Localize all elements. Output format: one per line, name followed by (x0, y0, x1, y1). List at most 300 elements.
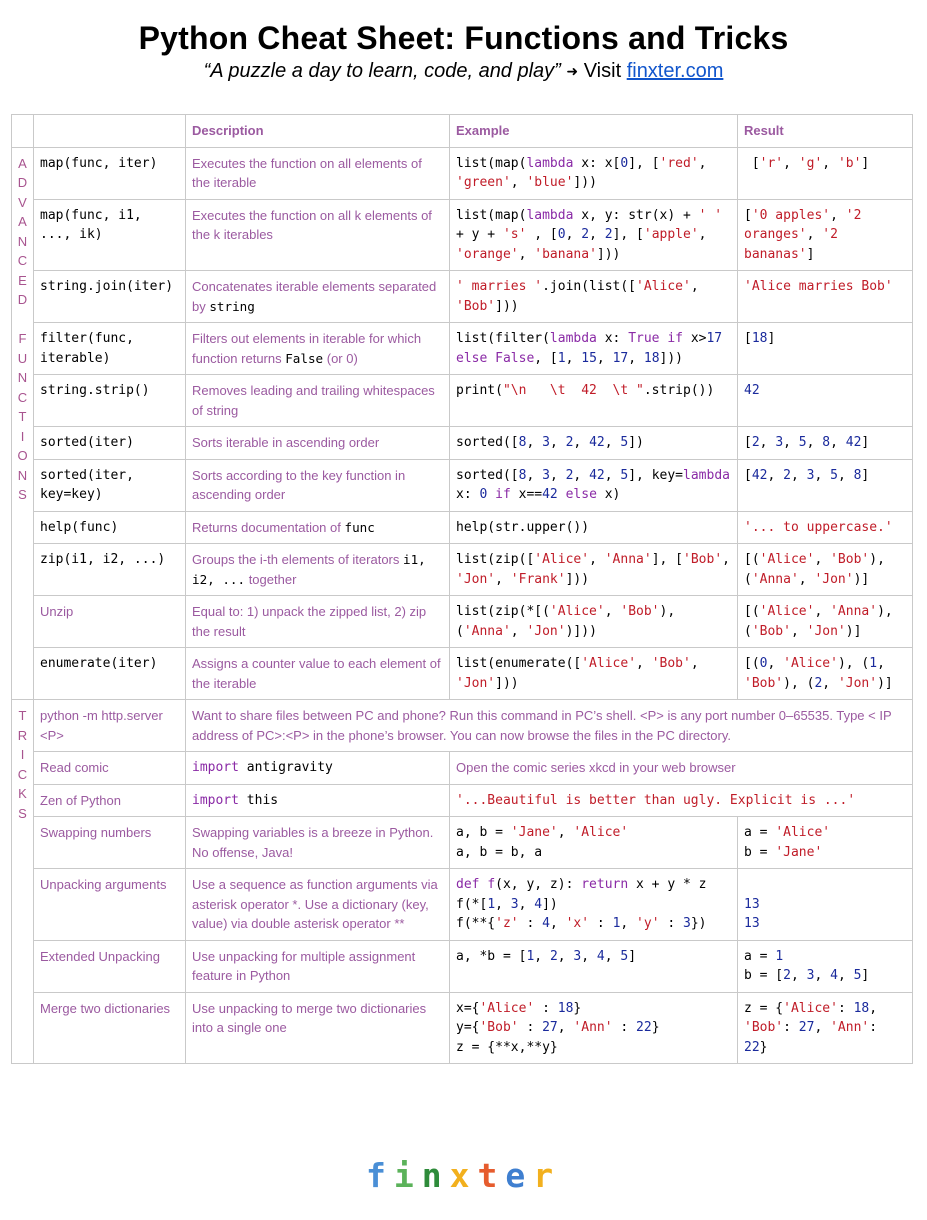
section-letter: D (17, 292, 28, 307)
code-token: lambda (549, 331, 597, 346)
code-token: x== (510, 487, 543, 502)
code-token: , (589, 227, 605, 242)
code-token: , (604, 467, 621, 483)
code-token: ])) (495, 298, 519, 314)
code-token: list(zip(*[( (456, 604, 550, 619)
code-example (450, 544, 738, 596)
table-row (12, 784, 913, 817)
code-token: ])) (659, 350, 684, 366)
section-letter: U (17, 350, 28, 366)
code-token: 'blue' (526, 175, 574, 190)
code-example (450, 459, 738, 511)
code-token: 42 (744, 383, 760, 398)
code-result (738, 459, 913, 511)
code-token: "\n \t 42 \t " (502, 383, 644, 398)
code-token: [ (744, 435, 752, 450)
code-token: 'Bob' (479, 1020, 519, 1035)
code-token: ], [ (651, 552, 684, 567)
code-token: 'Alice' (479, 1000, 535, 1016)
code-token: ])) (573, 175, 597, 190)
code-token: : (869, 1020, 885, 1035)
section-letter: I (20, 428, 25, 444)
code-token: , (869, 1000, 878, 1016)
code-token: , (620, 916, 637, 931)
code-token: 'Alice' (581, 656, 637, 671)
code-token: 42 (589, 435, 605, 450)
code-token: 'Bob' (456, 298, 496, 314)
code-token: 22 (636, 1020, 652, 1035)
code-token: ])) (565, 571, 590, 587)
table-row (12, 817, 913, 869)
code-token: 'Jon' (814, 571, 854, 587)
code-token: 'Jon' (806, 623, 846, 639)
logo-letter: x (449, 1156, 478, 1195)
section-letter: A (18, 214, 27, 229)
code-token: , (518, 896, 535, 912)
code-example (450, 817, 738, 869)
code-token: print( (456, 383, 503, 398)
function-name: map(func, iter) (34, 147, 186, 199)
code-token: a, b = (456, 825, 511, 840)
code-token: else (456, 350, 488, 366)
code-token: , (790, 968, 807, 983)
code-token: 'Anna' (463, 623, 511, 639)
code-token: 3 (683, 916, 691, 931)
code-token: 2 (581, 227, 590, 242)
code-token: 'Jon' (526, 623, 566, 639)
code-token: , (557, 1020, 574, 1035)
code-token: 8 (822, 435, 831, 450)
code-token: list(enumerate([ (456, 656, 582, 671)
code-token: : (612, 1020, 637, 1035)
logo-letter: e (505, 1156, 534, 1195)
code-token: , (698, 227, 715, 242)
code-token: 2 (549, 948, 558, 964)
trick-name: Unpacking arguments (34, 869, 186, 941)
trick-description: Want to share files between PC and phone? Run this command in PC’s shell. <P> is any port number 0–65535. Type < IP address of PC>:<P> in the phone’s browser. You can now browse the files in the PC directory. (186, 700, 913, 752)
code-token: '2 bananas' (744, 227, 846, 262)
code-token: 1 (775, 948, 784, 964)
finxter-link[interactable]: finxter.com (626, 60, 724, 82)
code-example (450, 147, 738, 199)
code-token: 18 (853, 1000, 870, 1016)
code-token: 4 (542, 916, 550, 931)
code-token: False (495, 350, 535, 366)
code-token: 18 (751, 331, 768, 346)
code-token: 'Bob' (744, 675, 784, 691)
logo-letter: t (477, 1156, 506, 1195)
code-token: list(map( (456, 207, 527, 223)
code-token: ] (861, 155, 870, 171)
code-token: [( (744, 604, 760, 619)
code-token: 3 (775, 435, 784, 450)
code-token: 'red' (659, 155, 699, 171)
code-example (450, 648, 738, 700)
code-token: this (238, 792, 279, 808)
code-token: a, *b = [ (456, 948, 527, 964)
code-token: return (581, 877, 629, 892)
code-token: 'Bob' (751, 623, 791, 639)
code-token (487, 487, 495, 502)
code-token: [ (744, 155, 760, 171)
code-token: ), ( (837, 656, 870, 671)
section-label-advanced-functions (12, 147, 34, 700)
code-token: , (783, 155, 799, 171)
code-token: , (628, 350, 644, 366)
table-row (12, 648, 913, 700)
trick-description: Use unpacking for multiple assignment feature in Python (186, 940, 450, 992)
function-description: Groups the i-th elements of iterators i1, i2, ... together (186, 544, 450, 596)
code-token: , [ (526, 227, 558, 242)
code-token: 'g' (798, 155, 823, 171)
code-token: , (814, 467, 831, 483)
code-token: , (604, 435, 621, 450)
code-token: + y + (456, 207, 730, 242)
code-result (738, 869, 913, 941)
logo-letter: f (365, 1156, 394, 1195)
code-example (450, 511, 738, 544)
code-token: import (192, 760, 239, 775)
code-token: , (814, 1020, 831, 1035)
code-token: , (814, 968, 831, 983)
code-token: 'z' (495, 916, 519, 931)
code-token: 15 (581, 350, 597, 366)
section-letter: A (18, 155, 27, 171)
arrow-icon: ➜ (566, 63, 579, 79)
code-token: 'Frank' (510, 571, 566, 587)
code-token: 1 (487, 896, 496, 912)
code-token: ] (861, 467, 870, 483)
function-name: sorted(iter) (34, 427, 186, 460)
code-token: ' ' (698, 207, 723, 223)
code-token: x={ (456, 1000, 480, 1016)
code-token: : (589, 916, 613, 931)
table-row (12, 700, 913, 752)
code-token: lambda (526, 207, 574, 223)
code-token: 3 (573, 948, 582, 964)
code-token: a = (744, 948, 776, 964)
code-token: 27 (798, 1020, 815, 1035)
code-token: x) (596, 487, 621, 502)
code-token: : (534, 1000, 558, 1016)
code-token: 42 (751, 467, 768, 483)
code-token: 0 (479, 487, 488, 502)
code-token: 2 (814, 675, 823, 691)
code-result (738, 199, 913, 271)
code-token: ] (767, 331, 776, 346)
code-token: ]) f(**{ (456, 896, 558, 931)
function-name: Unzip (34, 596, 186, 648)
code-token: } z = {**x,**y} (456, 1020, 660, 1055)
cheat-sheet-table (11, 114, 913, 1064)
code-token: 'Ann' (830, 1020, 870, 1035)
table-row (12, 511, 913, 544)
code-token: ), ( (783, 675, 815, 691)
code-token: 3 (806, 467, 815, 483)
code-token: ]) (628, 435, 644, 450)
code-result (738, 940, 913, 992)
code-token: 0 (557, 227, 566, 242)
code-token: help(str.upper()) (456, 519, 590, 535)
code-token: ), ( (744, 604, 893, 639)
trick-name: python -m http.server <P> (34, 700, 186, 752)
code-token: , [ (534, 350, 558, 366)
code-token: , (495, 571, 511, 587)
function-description: Executes the function on all k elements of the k iterables (186, 199, 450, 271)
code-token: 'Jane' (510, 825, 558, 840)
code-token: 'banana' (534, 246, 597, 262)
code-token: 5 (853, 968, 862, 983)
code-token: 4 (534, 896, 543, 912)
code-token: 5 (620, 948, 629, 964)
code-token: , (636, 656, 652, 671)
code-token: antigravity (238, 760, 333, 775)
code-token: : (837, 1000, 854, 1016)
code-token: , (534, 948, 550, 964)
code-token: True (628, 331, 660, 346)
code-token: 'r' (759, 155, 784, 171)
section-letter: K (18, 786, 27, 801)
code-token: 'Bob' (830, 552, 870, 567)
code-token: 'orange' (456, 246, 519, 262)
code-token: 3 (542, 467, 550, 483)
code-result (738, 511, 913, 544)
code-token: , (722, 552, 730, 567)
code-token: 2 (783, 467, 791, 483)
function-name: filter(func, iterable) (34, 323, 186, 375)
code-token: , (549, 467, 566, 483)
code-token: 3 (542, 435, 550, 450)
code-token: '... to uppercase.' (744, 519, 893, 535)
code-token: 8 (518, 435, 527, 450)
code-result (738, 323, 913, 375)
code-example (186, 752, 450, 785)
table-row (12, 427, 913, 460)
page-title: Python Cheat Sheet: Functions and Tricks (138, 20, 789, 56)
code-token: ], [ (612, 227, 644, 242)
code-result (738, 596, 913, 648)
desc-code: func (344, 519, 375, 535)
code-token: 3 (806, 968, 815, 983)
code-token: , (806, 435, 823, 450)
code-token: 8 (853, 467, 862, 483)
code-token: 'Alice' (549, 604, 605, 619)
code-token: 'b' (837, 155, 862, 171)
code-token: sorted([ (456, 435, 519, 450)
section-letter: D (17, 175, 28, 190)
code-token: 'Alice' (573, 825, 629, 840)
table-row (12, 869, 913, 941)
code-token: , (822, 155, 838, 171)
table-header-row (12, 115, 913, 148)
code-token: , (581, 948, 597, 964)
code-token: )] (877, 675, 893, 691)
code-token: , (526, 467, 543, 483)
code-token: : (518, 1020, 543, 1035)
code-example (450, 940, 738, 992)
code-token: import (192, 792, 239, 808)
code-token: 'Bob' (651, 656, 691, 671)
code-token: 'x' (565, 916, 590, 931)
code-token: , (549, 435, 566, 450)
section-letter: C (17, 766, 28, 782)
code-token: 1 (869, 656, 878, 671)
code-token: .join(list([ (542, 279, 637, 294)
code-token: , (814, 552, 831, 567)
finxter-logo (0, 1156, 927, 1195)
code-token: } (759, 1039, 768, 1055)
code-token: 13 (744, 896, 760, 912)
code-token: 'Bob' (744, 1020, 784, 1035)
code-result (738, 271, 913, 323)
code-token: ])) (495, 675, 519, 691)
code-token: , (877, 656, 885, 671)
header-result: Result (738, 115, 913, 148)
section-letter: N (17, 370, 28, 385)
code-token: )] (845, 623, 862, 639)
code-token: a = (744, 825, 776, 840)
code-token: 'Alice' (759, 552, 815, 567)
code-token: 'Alice' (775, 825, 831, 840)
code-token: '0 apples' (751, 207, 831, 223)
function-description: Assigns a counter value to each element of the iterable (186, 648, 450, 700)
code-token: 2 (565, 467, 574, 483)
code-token: ' marries ' (456, 279, 543, 294)
table-row (12, 147, 913, 199)
function-description: Equal to: 1) unpack the zipped list, 2) zip the result (186, 596, 450, 648)
code-token: 22 (744, 1039, 760, 1055)
code-token: , (814, 604, 831, 619)
code-token: b = (744, 844, 768, 860)
code-token: , (557, 825, 574, 840)
function-name: sorted(iter, key=key) (34, 459, 186, 511)
table-row (12, 992, 913, 1064)
code-token: [( (744, 552, 760, 567)
code-token (558, 487, 566, 502)
code-token: } y={ (456, 1000, 582, 1035)
code-token: 'Jon' (837, 675, 878, 691)
code-token: lambda (683, 467, 730, 483)
code-example (450, 427, 738, 460)
code-token: 'Alice' (534, 552, 590, 567)
code-token: ] (861, 968, 870, 983)
table-row (12, 323, 913, 375)
code-token: 'Jon' (456, 675, 496, 691)
code-token: 'Bob' (620, 604, 660, 619)
code-example (450, 375, 738, 427)
code-result (738, 992, 913, 1064)
code-token: 8 (518, 467, 527, 483)
code-token: 'apple' (643, 227, 699, 242)
section-letter: S (18, 487, 27, 502)
code-token: 18 (557, 1000, 574, 1016)
code-token: [ (744, 331, 752, 346)
code-token: 4 (830, 968, 838, 983)
code-token: 'Anna' (751, 571, 799, 587)
code-token: 18 (643, 350, 660, 366)
code-token: if (495, 487, 511, 502)
code-token: ), ( (456, 604, 676, 639)
code-token: , (690, 656, 699, 671)
trick-description: Use unpacking to merge two dictionaries into a single one (186, 992, 450, 1064)
table-row (12, 596, 913, 648)
code-token: , (518, 246, 535, 262)
code-token: x> (683, 331, 707, 346)
code-token: lambda (526, 155, 574, 171)
code-token (487, 351, 495, 366)
code-token: 'Alice marries Bob' (744, 279, 893, 294)
code-token: ], [ (628, 155, 660, 171)
trick-name: Read comic (34, 752, 186, 785)
code-token: 0 (620, 155, 629, 171)
code-token: 0 (759, 656, 768, 671)
function-description: Sorts iterable in ascending order (186, 427, 450, 460)
code-token: , (565, 227, 582, 242)
code-token: , (767, 467, 784, 483)
code-token: , (759, 435, 776, 450)
code-token: x: (456, 487, 472, 502)
function-name: map(func, i1, ..., ik) (34, 199, 186, 271)
subtitle-quote: “A puzzle a day to learn, code, and play” (203, 60, 561, 82)
table-row (12, 459, 913, 511)
code-example (450, 323, 738, 375)
code-result (738, 817, 913, 869)
code-token: , (565, 350, 582, 366)
code-token: , (495, 896, 511, 912)
section-letter: R (17, 727, 28, 743)
code-example (186, 784, 450, 817)
code-token: 'Anna' (830, 604, 878, 619)
code-token: 4 (596, 948, 605, 964)
table-row (12, 375, 913, 427)
trick-name: Merge two dictionaries (34, 992, 186, 1064)
code-result (738, 427, 913, 460)
section-letter: E (18, 272, 27, 288)
code-token: 13 (744, 916, 760, 931)
header-blank-2 (34, 115, 186, 148)
code-token: , (596, 350, 613, 366)
section-letter (12, 310, 33, 330)
code-token: )] (853, 571, 870, 587)
code-token: 2 (604, 227, 613, 242)
code-token: [ (744, 467, 752, 483)
code-token: , (837, 968, 854, 983)
code-token: x, y: str(x) + (573, 207, 699, 223)
code-token: sorted([ (456, 467, 519, 483)
trick-description: Swapping variables is a breeze in Python. No offense, Java! (186, 817, 450, 869)
logo-letter: i (393, 1156, 422, 1195)
code-token: , (698, 155, 715, 171)
code-token: else (565, 487, 597, 502)
code-result (738, 147, 913, 199)
header-description: Description (186, 115, 450, 148)
subtitle-visit: Visit (583, 60, 622, 82)
code-token: '2 oranges' (744, 207, 870, 242)
function-name: string.strip() (34, 375, 186, 427)
section-letter: C (17, 389, 28, 405)
trick-description: Open the comic series xkcd in your web browser (450, 752, 913, 785)
code-token: 2 (751, 435, 760, 450)
code-token: f (487, 877, 496, 892)
code-token: (x, y, z): (495, 877, 582, 892)
table-row (12, 271, 913, 323)
section-letter: N (17, 467, 28, 483)
code-token: : (518, 916, 543, 931)
code-token: 'Alice' (759, 604, 815, 619)
code-token: , (510, 175, 527, 190)
code-token: 'y' (636, 916, 660, 931)
section-letter: N (17, 233, 28, 249)
